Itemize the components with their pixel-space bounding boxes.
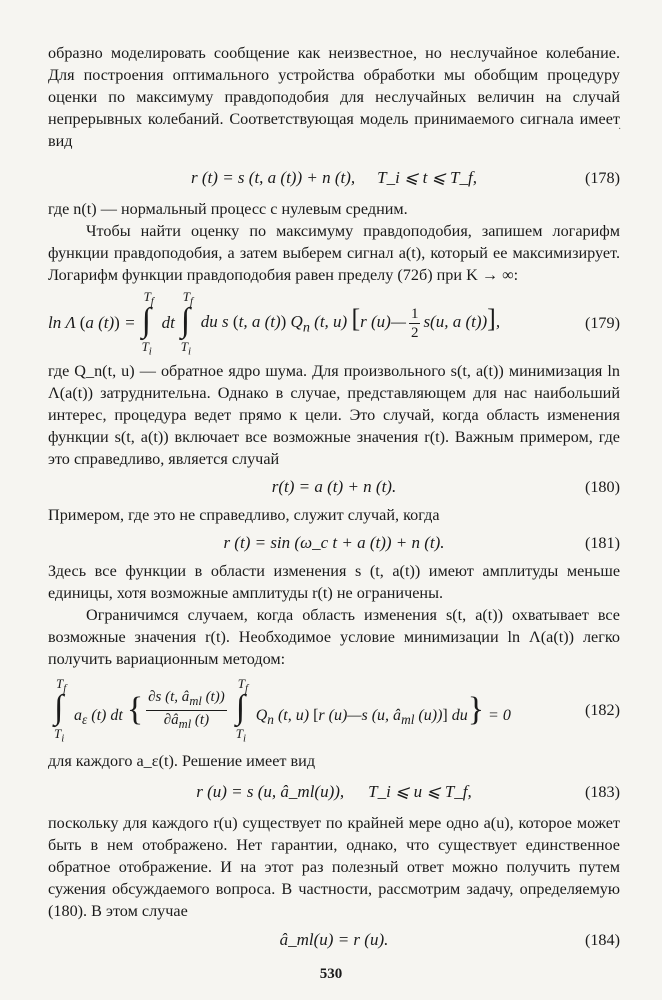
eq181-expr: r (t) = sin (ω_c t + a (t)) + n (t). [223,533,445,552]
equation-182: $T_f$ ∫ $T_i$ $a_\varepsilon$ (t) dt { $\frac{\partial s (t, â_{ml} (t))}{\partial â_{ml} (t)}$ $T_f$ ∫ $T_i$ $Q_n$ (t, u) [r (u)—s (u, $â_{ml}$ (u))] du} = 0 (182) [48,670,620,750]
paragraph-8: для каждого a_ε(t). Решение имеет вид [48,752,316,770]
page-number: 530 [319,966,343,982]
integral-sign: $T_f$ ∫ $T_i$ [54,676,67,745]
eq184-expr: â_ml(u) = r (u). [279,930,389,949]
paragraph-5: Примером, где это не справедливо, служит случай, когда [48,506,440,524]
paragraph-2: где n(t) — нормальный процесс с нулевым средним. [48,200,408,218]
eq180-number: (180) [584,477,620,496]
equation-179: ln Λ (a (t)) = $T_f$ ∫ $T_i$ dt $T_f$ ∫ $T_i$ du s (t, a (t)) $Q_n$ (t, u) [r (u)— $\frac{1}{2}$ s(u, a (t))], (179) [48,289,620,358]
integral-sign: $T_f$ ∫ $T_i$ [141,289,154,358]
paragraph-9: поскольку для каждого r(u) существует по крайней мере одно a(u), которое может быть в нем отображено. Нет гарантии, однако, что существует единственное обратное отображение. И на этот раз полезный ответ можно получить путем сужения обсуждаемого вопроса. В частности, рассмотрим задачу, определяемую (180). В этом случае [48,814,620,920]
paragraph-6: Здесь все функции в области изменения s (t, a(t)) имеют амплитуды меньше единицы, хотя возможные амплитуды r(t) не ограничены. [48,562,620,602]
equation-181 [48,526,620,560]
eq184-number: (184) [584,930,620,949]
page-body [48,42,620,958]
paragraph-7: Ограничимся случаем, когда область изменения s(t, a(t)) охватывает все возможные значения r(t). Необходимое условие минимизации ln Λ(a(t)) легко получить вариационным методом: [48,606,620,668]
eq180-expr: r(t) = a (t) + n (t). [271,477,397,496]
integral-sign: $T_f$ ∫ $T_i$ [235,676,248,745]
eq179-number: (179) [584,313,620,332]
eq183-number: (183) [584,782,620,801]
eq178-lhs: r (t) = s (t, a (t)) + n (t), [191,168,356,187]
integral-sign: $T_f$ ∫ $T_i$ [180,289,194,358]
paragraph-3: Чтобы найти оценку по максимуму правдоподобия, запишем логарифм функции правдоподобия, а затем выберем сигнал a(t), который ее максимизирует. Логарифм функции правдоподобия равен пределу (72б) при K → ∞: [48,222,620,284]
paragraph-4: где Q_n(t, u) — обратное ядро шума. Для произвольного s(t, a(t)) минимизация ln Λ(a(t)) затруднительна. Однако в случае, представляющем для нас наибольший интерес, процедура ведет прямо к цели. Это случай, когда область изменения функции s(t, a(t)) включает все возможные значения r(t). Важным примером, где это справедливо, является случай [48,362,620,468]
equation-184 [48,922,620,958]
equation-178 [48,158,620,198]
eq182-number: (182) [584,700,620,719]
eq183-lhs: r (u) = s (u, â_ml(u)), [196,782,345,801]
eq178-range: T_i ⩽ t ⩽ T_f, [377,168,477,187]
equation-183 [48,772,620,812]
eq183-range: T_i ⩽ u ⩽ T_f, [368,782,472,801]
eq181-number: (181) [584,533,620,552]
equation-180 [48,470,620,504]
margin-mark: · [618,124,622,135]
eq178-number: (178) [584,168,620,187]
paragraph-1: образно моделировать сообщение как неизвестное, но неслучайное колебание. Для построения оптимального устройства обработки мы обобщим процедуру оценки по максимуму правдоподобия для неслучайных величин на случай непрерывных колебаний. Соответствующая модель принимаемого сигнала имеет вид [48,44,620,150]
